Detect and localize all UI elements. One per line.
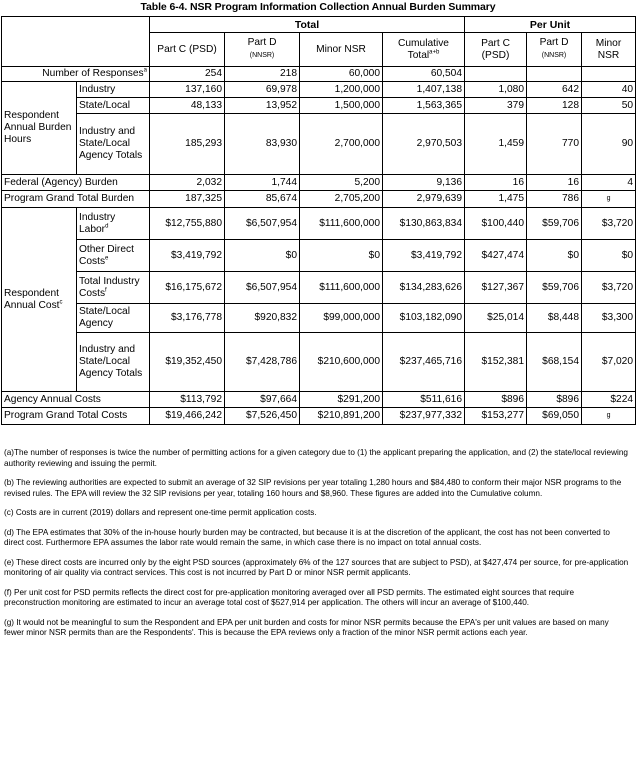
row-label [77, 272, 150, 304]
cell: $7,020 [582, 333, 636, 392]
cell: g [582, 191, 636, 208]
cell: 50 [582, 98, 636, 114]
cell: $3,300 [582, 304, 636, 333]
group-burden-hours-label: Respondent Annual Burden Hours [2, 82, 77, 175]
cell: $111,600,000 [300, 272, 383, 304]
row-total-industry [2, 272, 636, 304]
row-industry-labor [2, 208, 636, 240]
row-label-sup: a [143, 67, 147, 74]
row-federal-burden [2, 175, 636, 191]
cell [465, 67, 527, 82]
row-label: Industry and State/Local Agency Totals [77, 114, 150, 175]
cell: 1,563,365 [383, 98, 465, 114]
cell: 9,136 [383, 175, 465, 191]
cell: 13,952 [225, 98, 300, 114]
cell: $6,507,954 [225, 208, 300, 240]
row-other-direct [2, 240, 636, 272]
cell: $59,706 [527, 208, 582, 240]
group-annual-cost-text: Respondent Annual Cost [4, 287, 60, 311]
cell: $8,448 [527, 304, 582, 333]
cell: 1,500,000 [300, 98, 383, 114]
footnote-g: (g) It would not be meaningful to sum the Respondent and EPA per unit burden and costs for minor NSR permits because the EPA's per unit values are based on many fewer minor NSR permits than are the Respondents'. This is because the EPA reviews only a fraction of the minor NSR permit actions each year. [4, 617, 609, 637]
row-label: Federal (Agency) Burden [2, 175, 150, 191]
cell: 2,705,200 [300, 191, 383, 208]
cell: $3,720 [582, 208, 636, 240]
cell: $7,428,786 [225, 333, 300, 392]
table-title: Table 6-4. NSR Program Information Collection Annual Burden Summary [140, 1, 496, 13]
col-part-d [225, 33, 300, 67]
col-pu-part-d-sub: (NNSR) [541, 52, 567, 59]
cell [582, 67, 636, 82]
cell: $130,863,834 [383, 208, 465, 240]
cell: $7,526,450 [225, 408, 300, 425]
cell: 40 [582, 82, 636, 98]
cell: 16 [527, 175, 582, 191]
footnotes [4, 448, 630, 648]
col-cumulative [383, 33, 465, 67]
cell: 69,978 [225, 82, 300, 98]
cell: 642 [527, 82, 582, 98]
col-cumulative-label: Cumulative Total [398, 37, 449, 61]
cell: 1,475 [465, 191, 527, 208]
group-annual-cost-sup: c [59, 299, 63, 306]
cell: 2,979,639 [383, 191, 465, 208]
row-grand-burden [2, 191, 636, 208]
cell: 786 [527, 191, 582, 208]
cell: 4 [582, 175, 636, 191]
cell: $3,419,792 [383, 240, 465, 272]
col-pu-minor: Minor NSR [582, 33, 636, 67]
footnote-a: (a)The number of responses is twice the number of permitting actions for a given category due to (1) the applicant preparing the application, and (2) the state/local reviewing authority reviewing and issuing the permit. [4, 448, 628, 468]
cell: $153,277 [465, 408, 527, 425]
cell: $0 [225, 240, 300, 272]
cell: $427,474 [465, 240, 527, 272]
cell: $210,600,000 [300, 333, 383, 392]
row-label-text: Industry Labor [79, 211, 116, 235]
cell: $237,977,332 [383, 408, 465, 425]
cell: $896 [527, 392, 582, 408]
row-label-sup: e [105, 255, 109, 262]
col-pu-part-c: Part C (PSD) [465, 33, 527, 67]
row-label-text: Other Direct Costs [79, 243, 134, 267]
row-industry-hours [2, 82, 636, 98]
row-label-sup: f [105, 287, 107, 294]
row-responses [2, 67, 636, 82]
col-part-c-psd: Part C (PSD) [150, 33, 225, 67]
cell: $19,352,450 [150, 333, 225, 392]
cell: $16,175,672 [150, 272, 225, 304]
cell: $0 [582, 240, 636, 272]
cell: $25,014 [465, 304, 527, 333]
row-state-hours [2, 98, 636, 114]
cell: $134,283,626 [383, 272, 465, 304]
cell: $210,891,200 [300, 408, 383, 425]
col-cumulative-sup: a+b [429, 49, 440, 56]
cell: 1,200,000 [300, 82, 383, 98]
cell: 60,504 [383, 67, 465, 82]
row-label: State/Local [77, 98, 150, 114]
row-label: Industry [77, 82, 150, 98]
cell: $3,720 [582, 272, 636, 304]
cell: 218 [225, 67, 300, 82]
cell: 16 [465, 175, 527, 191]
cell: $103,182,090 [383, 304, 465, 333]
cell: $100,440 [465, 208, 527, 240]
cell: 83,930 [225, 114, 300, 175]
row-totals-hours [2, 114, 636, 175]
cell [527, 67, 582, 82]
row-agency-costs [2, 392, 636, 408]
cell: 2,970,503 [383, 114, 465, 175]
row-label: State/Local Agency [77, 304, 150, 333]
group-total: Total [150, 17, 465, 33]
row-label [77, 240, 150, 272]
cell: $127,367 [465, 272, 527, 304]
footnote-f: (f) Per unit cost for PSD permits reflects the direct cost for pre-application monitoring averaged over all PSD permits. The estimated eight sources that require preconstruction monitoring are estimated to incur an average total cost of $527,914 per application. The others will incur an average of $100,440. [4, 587, 575, 607]
cell: $19,466,242 [150, 408, 225, 425]
row-label: Agency Annual Costs [2, 392, 150, 408]
cell: 1,459 [465, 114, 527, 175]
cell: 2,700,000 [300, 114, 383, 175]
row-label [77, 208, 150, 240]
group-header-row [2, 17, 636, 33]
cell: $59,706 [527, 272, 582, 304]
footnote-c: (c) Costs are in current (2019) dollars and represent one-time permit application costs. [4, 508, 317, 517]
row-cost-totals [2, 333, 636, 392]
cell: 187,325 [150, 191, 225, 208]
cell: 1,080 [465, 82, 527, 98]
col-part-d-sub: (NNSR) [249, 52, 275, 59]
cell: $291,200 [300, 392, 383, 408]
cell: g [582, 408, 636, 425]
cell: 1,407,138 [383, 82, 465, 98]
cell: 85,674 [225, 191, 300, 208]
cell: 770 [527, 114, 582, 175]
cell: $99,000,000 [300, 304, 383, 333]
col-minor-nsr: Minor NSR [300, 33, 383, 67]
col-part-d-label: Part D [247, 37, 277, 48]
cell: $0 [300, 240, 383, 272]
cell: $6,507,954 [225, 272, 300, 304]
cell: $224 [582, 392, 636, 408]
footnote-e: (e) These direct costs are incurred only by the eight PSD sources (approximately 6% of the 127 sources that are subject to PSD), at $427,474 per source, for pre-application monitoring of air quality via contract services. This cost is not incurred by Part D or minor NSR permit applicants. [4, 557, 629, 577]
group-annual-cost-label [2, 208, 77, 392]
cell: 60,000 [300, 67, 383, 82]
cell: 137,160 [150, 82, 225, 98]
row-label: Industry and State/Local Agency Totals [77, 333, 150, 392]
cell: $12,755,880 [150, 208, 225, 240]
cell: 2,032 [150, 175, 225, 191]
burden-summary-table [1, 16, 636, 425]
cell: $237,465,716 [383, 333, 465, 392]
cell: 90 [582, 114, 636, 175]
cell: $0 [527, 240, 582, 272]
row-label [2, 67, 150, 82]
col-pu-part-d [527, 33, 582, 67]
cell: 254 [150, 67, 225, 82]
cell: $68,154 [527, 333, 582, 392]
row-state-cost [2, 304, 636, 333]
row-label: Program Grand Total Burden [2, 191, 150, 208]
row-grand-costs [2, 408, 636, 425]
row-label-sup: d [105, 223, 109, 230]
cell: 379 [465, 98, 527, 114]
row-label: Program Grand Total Costs [2, 408, 150, 425]
cell: $111,600,000 [300, 208, 383, 240]
row-label-text: Number of Responses [42, 68, 144, 79]
cell: $69,050 [527, 408, 582, 425]
cell: $896 [465, 392, 527, 408]
cell: $511,616 [383, 392, 465, 408]
row-label-text: Total Industry Costs [79, 275, 140, 299]
cell: $920,832 [225, 304, 300, 333]
footnote-b: (b) The reviewing authorities are expected to submit an average of 32 SIP revisions per year totaling 1,280 hours and $84,480 to conform their major NSR programs to the revised rules. The EPA will review the 32 SIP revisions per year, totaling 160 hours and $8,960. These figures are added into the Cumulative column. [4, 478, 622, 498]
group-per-unit: Per Unit [465, 17, 636, 33]
cell: 5,200 [300, 175, 383, 191]
cell: $97,664 [225, 392, 300, 408]
cell: 1,744 [225, 175, 300, 191]
cell: $113,792 [150, 392, 225, 408]
footnote-d: (d) The EPA estimates that 30% of the in-house hourly burden may be contracted, but because it is at the discretion of the applicant, the cost has not been converted to direct cost. Furthermore EPA assumes the labor rate would remain the same, in which case there is no impact on total annual costs. [4, 527, 610, 547]
cell: $152,381 [465, 333, 527, 392]
col-pu-part-d-label: Part D [539, 37, 569, 48]
header-blank [2, 17, 150, 67]
cell: 185,293 [150, 114, 225, 175]
cell: $3,419,792 [150, 240, 225, 272]
cell: 48,133 [150, 98, 225, 114]
cell: 128 [527, 98, 582, 114]
cell: $3,176,778 [150, 304, 225, 333]
